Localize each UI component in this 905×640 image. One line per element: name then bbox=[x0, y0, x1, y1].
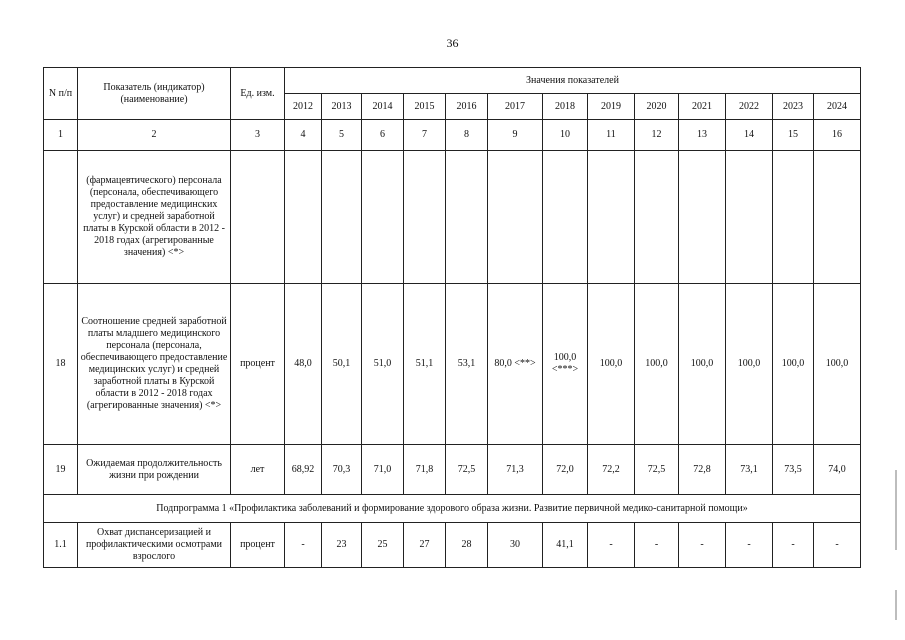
indicator-value bbox=[322, 151, 362, 284]
scan-edge-mark bbox=[895, 470, 897, 550]
indicator-value: 30 bbox=[488, 523, 543, 568]
indicator-value: 100,0 bbox=[814, 284, 861, 445]
column-number: 16 bbox=[814, 120, 861, 151]
header-indicator: Показатель (индикатор) (наименование) bbox=[78, 68, 231, 120]
indicator-value: 73,1 bbox=[726, 445, 773, 495]
indicator-value: - bbox=[588, 523, 635, 568]
indicator-value: 71,8 bbox=[404, 445, 446, 495]
column-number: 14 bbox=[726, 120, 773, 151]
unit: лет bbox=[231, 445, 285, 495]
indicator-name: (фармацевтического) персонала (персонала, обеспечивающего предоставление медицинских услуг) и средней заработной платы в Курской области в 2012 - 2018 годах (агрегированные значения) <*> bbox=[78, 151, 231, 284]
indicator-value bbox=[773, 151, 814, 284]
indicator-value bbox=[588, 151, 635, 284]
indicator-value: 100,0 bbox=[726, 284, 773, 445]
indicator-value: - bbox=[726, 523, 773, 568]
indicator-value: 72,2 bbox=[588, 445, 635, 495]
indicator-value: 51,1 bbox=[404, 284, 446, 445]
table-row bbox=[44, 151, 861, 284]
column-numbers-row bbox=[44, 120, 861, 151]
indicator-value: 71,3 bbox=[488, 445, 543, 495]
indicator-value bbox=[362, 151, 404, 284]
column-number: 6 bbox=[362, 120, 404, 151]
column-number: 11 bbox=[588, 120, 635, 151]
indicator-value bbox=[635, 151, 679, 284]
indicator-value: 74,0 bbox=[814, 445, 861, 495]
indicator-value: 53,1 bbox=[446, 284, 488, 445]
header-year: 2021 bbox=[679, 94, 726, 120]
indicator-value bbox=[285, 151, 322, 284]
indicator-value: 100,0 <***> bbox=[543, 284, 588, 445]
indicator-value: 48,0 bbox=[285, 284, 322, 445]
indicator-value: 73,5 bbox=[773, 445, 814, 495]
indicator-name: Соотношение средней заработной платы младшего медицинского персонала (персонала, обеспечивающего предоставление медицинских услуг) и средней заработной платы в Курской области в 2012 - 2018 годах (агрегированные значения) <*> bbox=[78, 284, 231, 445]
indicator-value: 51,0 bbox=[362, 284, 404, 445]
header-year: 2024 bbox=[814, 94, 861, 120]
scan-edge-mark bbox=[895, 590, 897, 620]
row-number: 18 bbox=[44, 284, 78, 445]
table-row bbox=[44, 284, 861, 445]
indicator-value: - bbox=[285, 523, 322, 568]
indicator-value bbox=[726, 151, 773, 284]
indicator-value: 100,0 bbox=[588, 284, 635, 445]
indicator-value bbox=[404, 151, 446, 284]
indicator-value: 100,0 bbox=[635, 284, 679, 445]
header-year: 2017 bbox=[488, 94, 543, 120]
indicator-value: 50,1 bbox=[322, 284, 362, 445]
indicator-value bbox=[446, 151, 488, 284]
column-number: 7 bbox=[404, 120, 446, 151]
indicator-name: Ожидаемая продолжительность жизни при рождении bbox=[78, 445, 231, 495]
header-year: 2013 bbox=[322, 94, 362, 120]
column-number: 9 bbox=[488, 120, 543, 151]
indicator-value: 72,8 bbox=[679, 445, 726, 495]
indicator-value bbox=[679, 151, 726, 284]
page-number: 36 bbox=[446, 36, 459, 50]
indicator-value: - bbox=[773, 523, 814, 568]
row-number: 19 bbox=[44, 445, 78, 495]
subprogram-title: Подпрограмма 1 «Профилактика заболеваний и формирование здорового образа жизни. Развитие первичной медико-санитарной помощи» bbox=[44, 495, 861, 523]
indicator-value bbox=[488, 151, 543, 284]
indicator-value: 25 bbox=[362, 523, 404, 568]
header-year: 2018 bbox=[543, 94, 588, 120]
indicator-value: 100,0 bbox=[679, 284, 726, 445]
indicator-value: 80,0 <**> bbox=[488, 284, 543, 445]
indicator-value: - bbox=[679, 523, 726, 568]
column-number: 10 bbox=[543, 120, 588, 151]
column-number: 8 bbox=[446, 120, 488, 151]
header-year: 2014 bbox=[362, 94, 404, 120]
indicator-name: Охват диспансеризацией и профилактическими осмотрами взрослого bbox=[78, 523, 231, 568]
header-unit: Ед. изм. bbox=[231, 68, 285, 120]
indicator-value: 41,1 bbox=[543, 523, 588, 568]
header-year: 2023 bbox=[773, 94, 814, 120]
table-row bbox=[44, 523, 861, 568]
column-number: 4 bbox=[285, 120, 322, 151]
header-num: N п/п bbox=[44, 68, 78, 120]
indicator-value: 70,3 bbox=[322, 445, 362, 495]
subprogram-row bbox=[44, 495, 861, 523]
column-number: 13 bbox=[679, 120, 726, 151]
row-number bbox=[44, 151, 78, 284]
unit: процент bbox=[231, 523, 285, 568]
column-number: 5 bbox=[322, 120, 362, 151]
unit bbox=[231, 151, 285, 284]
indicator-value bbox=[543, 151, 588, 284]
row-number: 1.1 bbox=[44, 523, 78, 568]
header-year: 2020 bbox=[635, 94, 679, 120]
indicator-value: - bbox=[635, 523, 679, 568]
column-number: 1 bbox=[44, 120, 78, 151]
header-values-group: Значения показателей bbox=[285, 68, 861, 94]
indicator-value bbox=[814, 151, 861, 284]
header-row bbox=[44, 68, 861, 94]
unit: процент bbox=[231, 284, 285, 445]
indicator-value: 72,0 bbox=[543, 445, 588, 495]
header-year: 2022 bbox=[726, 94, 773, 120]
indicator-value: 100,0 bbox=[773, 284, 814, 445]
indicator-value: 72,5 bbox=[446, 445, 488, 495]
header-year: 2012 bbox=[285, 94, 322, 120]
column-number: 3 bbox=[231, 120, 285, 151]
indicator-value: 71,0 bbox=[362, 445, 404, 495]
indicator-value: 27 bbox=[404, 523, 446, 568]
indicator-value: 23 bbox=[322, 523, 362, 568]
indicator-value: 28 bbox=[446, 523, 488, 568]
indicator-value: - bbox=[814, 523, 861, 568]
indicators-table bbox=[43, 67, 861, 568]
column-number: 15 bbox=[773, 120, 814, 151]
header-year: 2015 bbox=[404, 94, 446, 120]
header-year: 2016 bbox=[446, 94, 488, 120]
header-year: 2019 bbox=[588, 94, 635, 120]
column-number: 2 bbox=[78, 120, 231, 151]
table-row bbox=[44, 445, 861, 495]
indicator-value: 68,92 bbox=[285, 445, 322, 495]
column-number: 12 bbox=[635, 120, 679, 151]
indicator-value: 72,5 bbox=[635, 445, 679, 495]
